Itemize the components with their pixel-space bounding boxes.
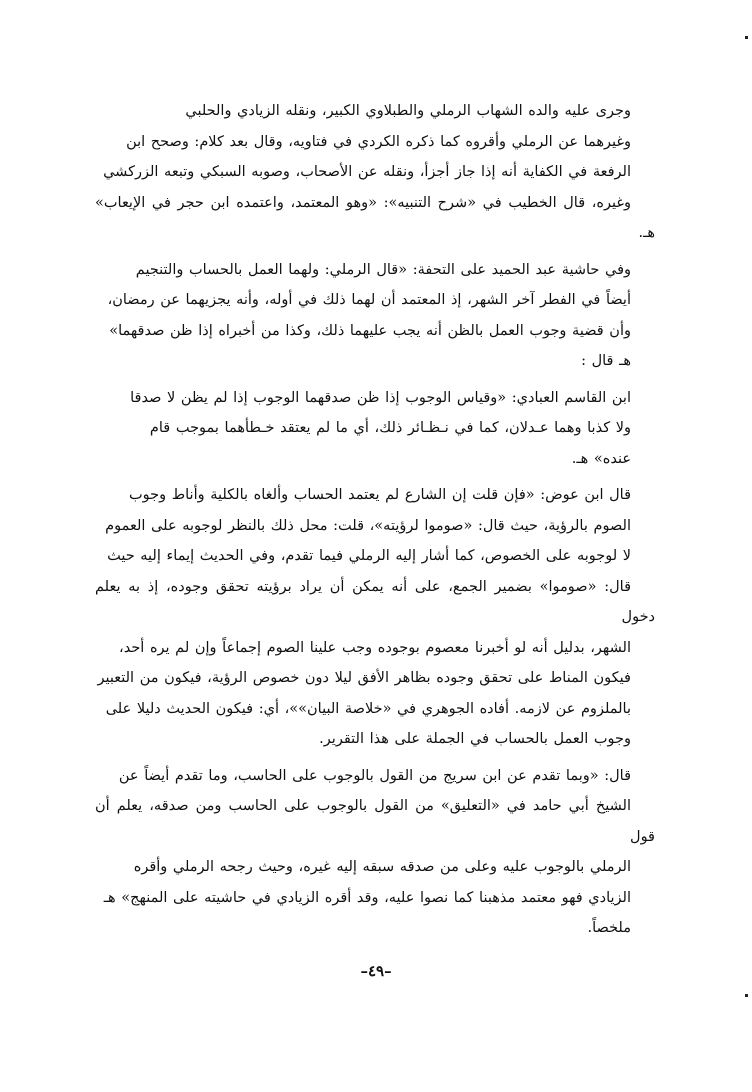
text-line: ولا كذبا وهما عـدلان، كما في نـظـائر ذلك، أي ما لم يعتقد خـطأهما بموجب قام [149,420,631,436]
body-text [95,96,655,950]
scan-mark [745,994,748,997]
text-line: قال ابن عوض: «فإن قلت إن الشارع لم يعتمد الحساب وألغاه بالكلية وأناط وجوب [129,487,631,503]
text-line: أيضاً في الفطر آخر الشهر، إذ المعتمد أن لهما ذلك في أوله، وأنه يجزيهما عن رمضان، [107,292,631,308]
text-line: ابن القاسم العبادي: «وقياس الوجوب إذا ظن صدقهما الوجوب إذا لم يظن لا صدقا [130,389,631,406]
text-line: الشيخ أبي حامد في «التعليق» من القول بالوجوب على الحاسب ومن صدقه، يعلم أن قول [95,798,655,845]
page-number: –٤٩– [360,962,392,980]
text-line: وغيرهما عن الرملي وأقروه كما ذكره الكردي في فتاويه، وقال بعد كلام: وصحح ابن [126,133,631,150]
text-line: الشهر، بدليل أنه لو أخبرنا معصوم بوجوده وجب علينا الصوم إجماعاً وإن لم يره أحد، [119,639,631,656]
text-line: عنده» هـ. [571,450,631,467]
text-line: هـ قال : [581,353,631,369]
paragraph-4 [95,480,655,755]
paragraph-2 [95,255,655,377]
text-line: وفي حاشية عبد الحميد على التحفة: «قال الرملي: ولهما العمل بالحساب والتنجيم [135,261,631,278]
text-line: وجوب العمل بالحساب في الجملة على هذا التقرير. [319,731,631,747]
text-line: الصوم بالرؤية، حيث قال: «صوموا لرؤيته»، قلت: محل ذلك بالنظر لوجوبه على العموم [105,517,631,534]
text-line: وغيره، قال الخطيب في «شرح التنبيه»: «وهو المعتمد، واعتمده ابن حجر في الإيعاب» هـ. [95,194,655,241]
text-line: ملخصاً. [587,920,631,936]
text-line: فيكون المناط على تحقق وجوده بظاهر الأفق ليلا دون خصوص الرؤية، فيكون من التعبير [97,670,631,686]
text-line: الرفعة في الكفاية أنه إذا جاز أجزأ، ونقله عن الأصحاب، وصوبه السبكي وتبعه الزركشي [103,164,631,180]
text-line: لا لوجوبه على الخصوص، كما أشار إليه الرملي فيما تقدم، وفي الحديث إيماء إليه حيث [107,548,631,564]
paragraph-1 [95,96,655,249]
text-line: وأن قضية وجوب العمل بالظن أنه يجب عليهما ذلك، وكذا من أخبراه إذا ظن صدقهما» [109,322,631,339]
paragraph-5 [95,761,655,944]
text-line: بالملزوم عن لازمه. أفاده الجوهري في «خلاصة البيان»»، أي: فيكون الحديث دليلا على [105,700,631,717]
scan-mark [745,36,748,39]
paragraph-3 [95,383,655,475]
text-line: الرملي بالوجوب عليه وعلى من صدقه سبقه إليه غيره، وحيث رجحه الرملي وأقره [133,859,631,875]
text-line: قال: «صوموا» بضمير الجمع، على أنه يمكن أن يراد برؤيته تحقق وجوده، إذ به يعلم دخول [95,578,655,625]
text-line: قال: «وبما تقدم عن ابن سريج من القول بالوجوب على الحاسب، وما تقدم أيضاً عن [118,767,631,784]
text-line: وجرى عليه والده الشهاب الرملي والطبلاوي الكبير، ونقله الزيادي والحلبي [185,103,631,119]
text-line: الزيادي فهو معتمد مذهبنا كما نصوا عليه، وقد أقره الزيادي في حاشيته على المنهج» هـ [103,889,631,906]
